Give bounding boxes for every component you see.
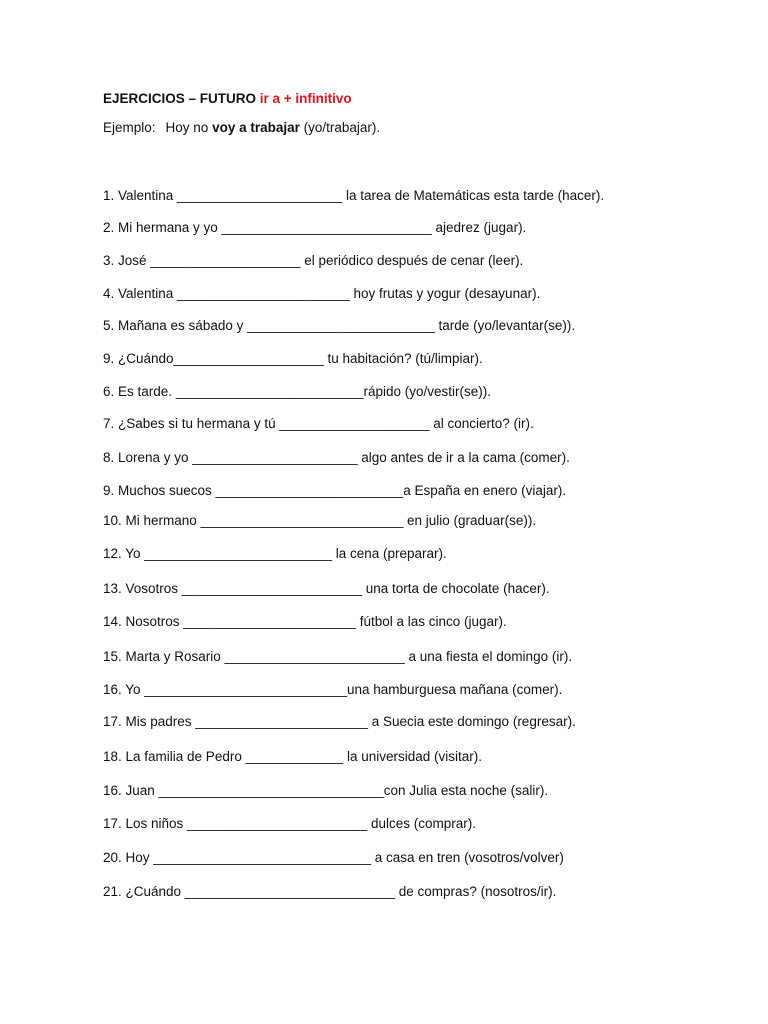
exercise-item: 21. ¿Cuándo ____________________________ de compras? (nosotros/ir). [103,884,557,899]
exercise-item: 10. Mi hermano ___________________________ en julio (graduar(se)). [103,513,537,528]
exercise-item: 16. Yo ___________________________una hamburguesa mañana (comer). [103,682,563,697]
exercise-item: 2. Mi hermana y yo ____________________________ ajedrez (jugar). [103,220,527,235]
example-bold: voy a trabajar [212,120,300,135]
title-highlight: ir a + infinitivo [259,91,352,106]
exercise-item: 9. ¿Cuándo____________________ tu habitación? (tú/limpiar). [103,351,483,366]
exercise-item: 18. La familia de Pedro _____________ la universidad (visitar). [103,749,482,764]
exercise-item: 12. Yo _________________________ la cena (preparar). [103,546,447,561]
exercise-item: 17. Mis padres _______________________ a Suecia este domingo (regresar). [103,714,576,729]
exercise-item: 13. Vosotros ________________________ una torta de chocolate (hacer). [103,581,550,596]
exercise-item: 5. Mañana es sábado y _________________________ tarde (yo/levantar(se)). [103,318,576,333]
example-pre: Hoy no [165,120,213,135]
example-label: Ejemplo: [103,120,156,135]
exercise-item: 8. Lorena y yo ______________________ algo antes de ir a la cama (comer). [103,450,570,465]
exercise-item: 17. Los niños ________________________ dulces (comprar). [103,816,477,831]
exercise-item: 15. Marta y Rosario ________________________ a una fiesta el domingo (ir). [103,649,573,664]
worksheet-title [103,91,352,106]
exercise-item: 14. Nosotros _______________________ fútbol a las cinco (jugar). [103,614,507,629]
exercise-item: 16. Juan ______________________________con Julia esta noche (salir). [103,783,549,798]
exercise-item: 9. Muchos suecos _________________________a España en enero (viajar). [103,483,567,498]
exercise-item: 4. Valentina _______________________ hoy frutas y yogur (desayunar). [103,286,541,301]
example-line [103,120,380,135]
title-main: EJERCICIOS – FUTURO [103,91,260,106]
exercise-item: 6. Es tarde. _________________________rápido (yo/vestir(se)). [103,384,492,399]
example-post: (yo/trabajar). [299,120,381,135]
exercise-item: 7. ¿Sabes si tu hermana y tú ____________________ al concierto? (ir). [103,416,534,431]
exercise-item: 20. Hoy _____________________________ a casa en tren (vosotros/volver) [103,850,564,865]
exercise-item: 3. José ____________________ el periódico después de cenar (leer). [103,253,524,268]
exercise-item: 1. Valentina ______________________ la tarea de Matemáticas esta tarde (hacer). [103,188,605,203]
